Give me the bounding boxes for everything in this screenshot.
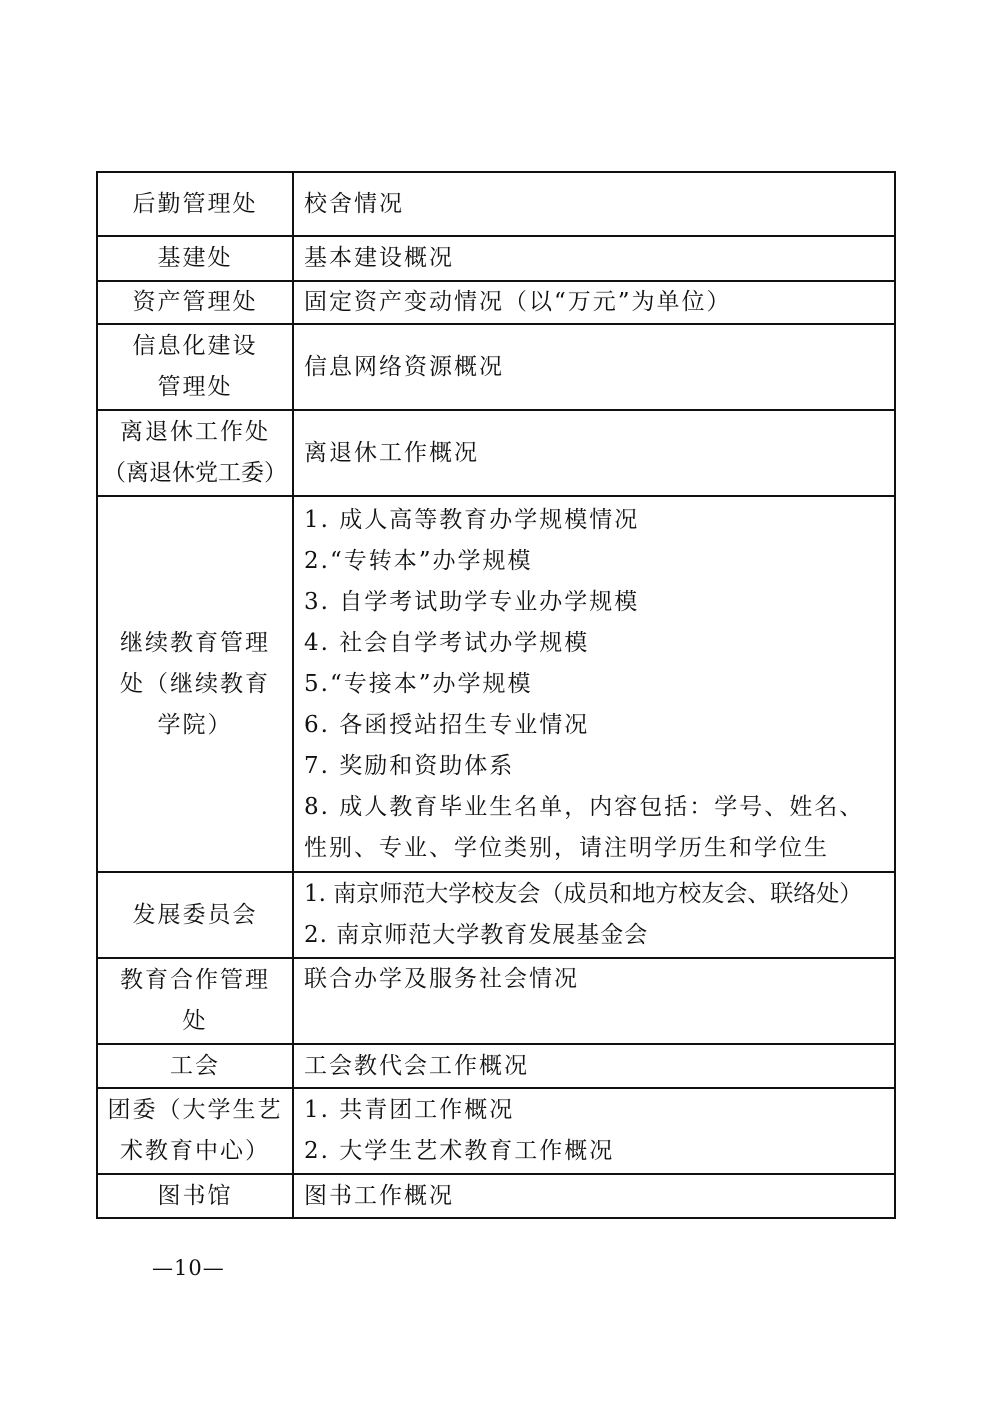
department-cell: 发展委员会 <box>97 872 293 958</box>
department-cell: 基建处 <box>97 236 293 281</box>
content-cell: 固定资产变动情况（以“万元”为单位） <box>293 281 895 324</box>
department-cell: 信息化建设 管理处 <box>97 324 293 410</box>
content-cell: 基本建设概况 <box>293 236 895 281</box>
content-cell: 联合办学及服务社会情况 <box>293 958 895 1044</box>
department-cell: 离退休工作处 （离退休党工委） <box>97 410 293 496</box>
department-cell: 工会 <box>97 1044 293 1088</box>
table-row <box>97 324 895 410</box>
page-number: —10— <box>152 1256 225 1280</box>
table-row <box>97 410 895 496</box>
table-row <box>97 1174 895 1218</box>
department-cell: 团委（大学生艺 术教育中心） <box>97 1088 293 1174</box>
content-cell: 校舍情况 <box>293 172 895 236</box>
content-cell: 1. 南京师范大学校友会（成员和地方校友会、联络处） 2. 南京师范大学教育发展基金会 <box>293 872 895 958</box>
department-cell: 图书馆 <box>97 1174 293 1218</box>
table-row <box>97 958 895 1044</box>
table-row <box>97 172 895 236</box>
table-row <box>97 872 895 958</box>
department-cell: 资产管理处 <box>97 281 293 324</box>
content-cell: 图书工作概况 <box>293 1174 895 1218</box>
table-row <box>97 1088 895 1174</box>
department-cell: 后勤管理处 <box>97 172 293 236</box>
table-row <box>97 1044 895 1088</box>
content-cell: 离退休工作概况 <box>293 410 895 496</box>
table-row <box>97 496 895 872</box>
department-cell: 教育合作管理 处 <box>97 958 293 1044</box>
content-cell: 1. 共青团工作概况 2. 大学生艺术教育工作概况 <box>293 1088 895 1174</box>
content-cell: 工会教代会工作概况 <box>293 1044 895 1088</box>
table-row <box>97 281 895 324</box>
content-cell: 信息网络资源概况 <box>293 324 895 410</box>
content-cell: 1. 成人高等教育办学规模情况 2.“专转本”办学规模 3. 自学考试助学专业办学规模 4. 社会自学考试办学规模 5.“专接本”办学规模 6. 各函授站招生专业情况 7. 奖励和资助体系 8. 成人教育毕业生名单，内容包括：学号、姓名、性别、专业、学位类别，请注明学历生和学位生 <box>293 496 895 872</box>
department-cell: 继续教育管理 处（继续教育 学院） <box>97 496 293 872</box>
department-content-table <box>96 171 896 1219</box>
table-row <box>97 236 895 281</box>
